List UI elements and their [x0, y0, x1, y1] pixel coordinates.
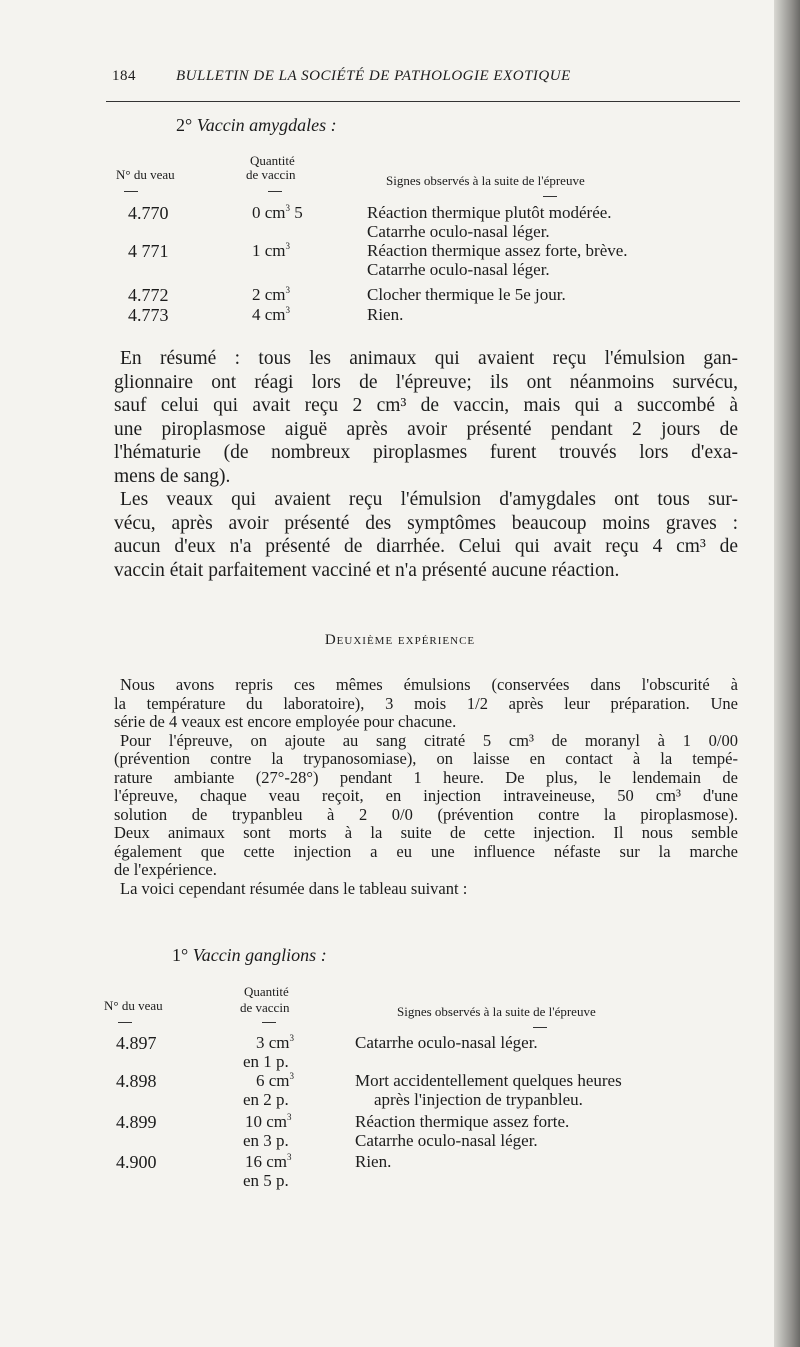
veau-number-cell: 4.898: [116, 1071, 157, 1091]
signes-cell: Clocher thermique le 5e jour.: [367, 285, 566, 304]
signes-cell: Réaction thermique assez forte.: [355, 1112, 570, 1131]
section-label-ganglions: [172, 945, 327, 966]
page-number: 184: [112, 68, 136, 84]
paragraph: [114, 676, 738, 732]
col-header-quantite: Quantité: [250, 153, 295, 168]
text-line: solution de trypanbleu à 2 0/0 (prévention contre la piroplasmose).: [114, 804, 738, 824]
signes-cell: Catarrhe oculo-nasal léger.: [355, 1131, 538, 1150]
text-line: aucun d'eux n'a présenté de diarrhée. Celui qui avait reçu 4 cm³ de: [114, 536, 738, 557]
section-number: 2°: [176, 115, 193, 135]
text-line: La voici cependant résumée dans le tableau suivant :: [120, 878, 468, 898]
header-rule: [106, 101, 740, 102]
signes-cell: Mort accidentellement quelques heures: [355, 1071, 622, 1090]
signes-cell: Réaction thermique plutôt modérée.: [367, 203, 612, 222]
signes-cell: Catarrhe oculo-nasal léger.: [367, 222, 550, 241]
quantity-cell: 0 $cm^3$ 5: [252, 203, 303, 222]
quantity-cell: 1 $cm^3$: [252, 241, 291, 260]
signes-cell: Rien.: [355, 1152, 392, 1171]
col-header-signes: Signes observés à la suite de l'épreuve: [386, 173, 585, 188]
col-header-de-vaccin: de vaccin: [246, 167, 296, 182]
veau-number-cell: 4.899: [116, 1112, 157, 1132]
section-number: 1°: [172, 945, 189, 965]
signes-cell: Catarrhe oculo-nasal léger.: [355, 1033, 538, 1052]
quantity-cell: 6 $cm^3$: [256, 1071, 295, 1090]
signes-cell: après l'injection de trypanbleu.: [374, 1090, 583, 1109]
quantity-cell: 16 $cm^3$: [245, 1152, 292, 1171]
text-line: série de 4 veaux est encore employée pour chacune.: [114, 712, 457, 731]
section-title: Vaccin ganglions :: [192, 945, 327, 965]
veau-number-cell: 4.773: [128, 305, 169, 325]
paragraph: [114, 880, 738, 899]
text-line: vécu, après avoir présenté des symptômes beaucoup moins graves :: [114, 512, 738, 534]
experiment-paragraphs: [114, 676, 738, 898]
signes-cell: Rien.: [367, 305, 404, 324]
superscript: 3: [285, 203, 291, 213]
text-line: rature ambiante (27°-28°) pendant 1 heure. De plus, le lendemain de: [114, 767, 738, 787]
section-heading: Deuxième expérience: [324, 632, 476, 648]
text-line: En résumé : tous les animaux qui avaient reçu l'émulsion gan-: [120, 348, 738, 369]
quantity-cell: 2 $cm^3$: [252, 285, 291, 304]
quantity-parts-cell: en 5 p.: [243, 1171, 289, 1190]
veau-number-cell: 4.897: [116, 1033, 157, 1053]
text-line: la température du laboratoire), 3 mois 1/2 après leur préparation. Une: [114, 693, 738, 713]
superscript: 3: [285, 305, 291, 315]
section-title: Vaccin amygdales :: [196, 115, 337, 135]
col-dash: [262, 1022, 276, 1023]
quantity-cell: 10 $cm^3$: [245, 1112, 292, 1131]
col-dash: [268, 191, 282, 192]
quantity-parts-cell: en 2 p.: [243, 1090, 289, 1109]
superscript: 3: [289, 1071, 295, 1081]
col-header-veau: N° du veau: [104, 998, 163, 1013]
col-header-signes: Signes observés à la suite de l'épreuve: [397, 1004, 596, 1019]
text-line: l'épreuve, chaque veau reçoit, en injection intraveineuse, 50 cm³ d'une: [114, 786, 738, 805]
signes-cell: Réaction thermique assez forte, brève.: [367, 241, 628, 260]
text-line: l'hématurie (de nombreux piroplasmes furent trouvés lors d'exa-: [114, 442, 738, 463]
paragraph: [114, 732, 738, 880]
quantity-cell: 3 $cm^3$: [256, 1033, 295, 1052]
signes-cell: Catarrhe oculo-nasal léger.: [367, 260, 550, 279]
text-line: Deux animaux sont morts à la suite de cette injection. Il nous semble: [114, 823, 738, 842]
veau-number-cell: 4 771: [128, 241, 169, 261]
text-line: Les veaux qui avaient reçu l'émulsion d'amygdales ont tous sur-: [120, 489, 738, 510]
col-dash: [118, 1022, 132, 1023]
text-line: de l'expérience.: [114, 860, 217, 879]
section-label-amygdales: [176, 115, 337, 136]
superscript: 3: [285, 285, 291, 295]
veau-number-cell: 4.900: [116, 1152, 157, 1172]
veau-number-cell: 4.772: [128, 285, 169, 305]
text-line: une piroplasmose aiguë après avoir présenté pendant 2 jours de: [114, 418, 738, 440]
journal-title: BULLETIN DE LA SOCIÉTÉ DE PATHOLOGIE EXOTIQUE: [176, 68, 571, 84]
paragraph: [114, 488, 738, 582]
text-line: mens de sang).: [114, 465, 231, 487]
page-edge-shadow: [774, 0, 800, 1347]
superscript: 3: [289, 1033, 295, 1043]
superscript: 3: [285, 241, 291, 251]
text-line: sauf celui qui avait reçu 2 cm³ de vaccin, mais qui a succombé à: [114, 395, 738, 416]
paragraph: [114, 347, 738, 488]
col-header-de-vaccin: de vaccin: [240, 1000, 290, 1015]
col-dash: [543, 196, 557, 197]
text-line: également que cette injection a eu une influence néfaste sur la marche: [114, 841, 738, 861]
quantity-cell: 4 $cm^3$: [252, 305, 291, 324]
superscript: 3: [287, 1152, 292, 1162]
quantity-parts-cell: en 1 p.: [243, 1052, 289, 1071]
text-line: (prévention contre la trypanosomiase), on laisse en contact à la tempé-: [114, 749, 738, 768]
col-header-quantite: Quantité: [244, 984, 289, 999]
text-line: glionnaire ont réagi lors de l'épreuve; ils ont néanmoins survécu,: [114, 371, 738, 393]
superscript: 3: [287, 1112, 292, 1122]
summary-paragraphs: [114, 347, 738, 582]
veau-number-cell: 4.770: [128, 203, 169, 223]
text-line: Nous avons repris ces mêmes émulsions (conservées dans l'obscurité à: [120, 675, 738, 694]
col-dash: [533, 1027, 547, 1028]
col-header-veau: N° du veau: [116, 167, 175, 182]
col-dash: [124, 191, 138, 192]
text-line: Pour l'épreuve, on ajoute au sang citraté 5 cm³ de moranyl à 1 0/00: [120, 730, 738, 750]
text-line: vaccin était parfaitement vacciné et n'a présenté aucune réaction.: [114, 559, 620, 581]
quantity-parts-cell: en 3 p.: [243, 1131, 289, 1150]
